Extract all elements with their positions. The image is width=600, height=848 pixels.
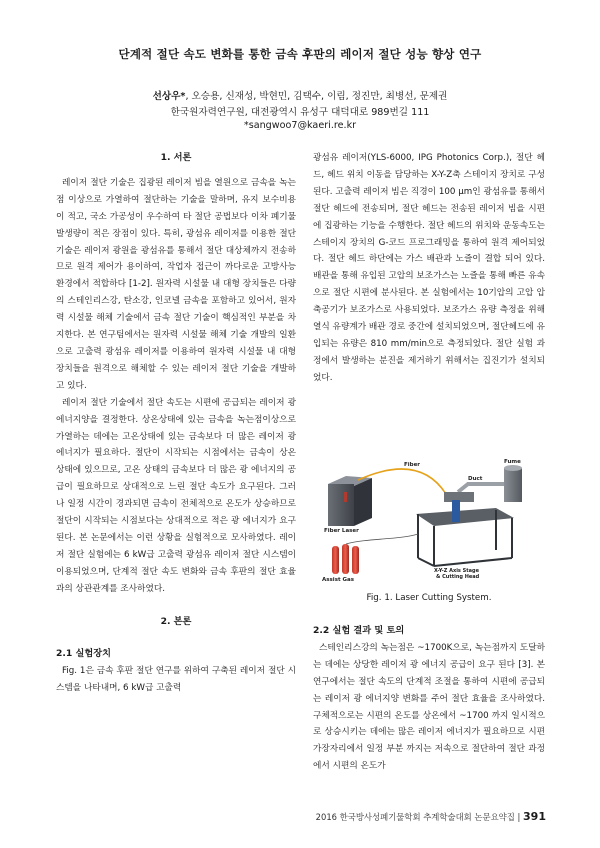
assist-gas-tanks [332, 534, 418, 574]
assist-gas-label: Assist Gas [322, 577, 355, 582]
page-footer [300, 810, 546, 823]
footer-separator: | [517, 812, 521, 822]
subsection-heading-apparatus: 2.1 실험장치 [56, 648, 111, 660]
xyz-stage [416, 492, 514, 566]
figure-caption: Fig. 1. Laser Cutting System. [366, 593, 492, 603]
apparatus-paragraph: Fig. 1은 금속 후판 절단 연구를 위하여 구축된 레이저 절단 시스템을 나타내며, 6 kW급 고출력 [56, 666, 296, 694]
cutting-head-label: & Cutting Head [436, 574, 480, 580]
page-number: 391 [523, 810, 546, 823]
laser-cutting-system-figure [318, 454, 540, 582]
author-list [0, 88, 600, 102]
right-column-bottom [313, 623, 545, 775]
apparatus-paragraph-continued: 광섬유 레이저(YLS-6000, IPG Photonics Corp.), 절단 헤드, 헤드 위치 이동을 담당하는 X-Y-Z축 스테이지 장치로 구성된다. 고출력 레이저 빔은 직경이 100 μm인 광섬유를 통해서 절단 헤드에 전송되며, 절단 헤드는 전송된 레이저 빔을 시편에 집광하는 기능을 수행한다. 절단 헤드의 위치와 운동속도는 스테이지 장치의 G-코드 프로그래밍을 통하여 원격 제어되었다. 절단 헤드 하단에는 가스 배관과 노즐이 결합 되어 있다. 배관을 통해 유입된 고압의 보조가스는 노즐을 통해 빠른 유속으로 절단 시편에 분사된다. 본 실험에서는 10기압의 고압 압축공기가 보조가스로 사용되었다. 보조가스 유량 측정을 위해 열식 유량계가 배관 경로 중간에 설치되었으며, 절단헤드에 유입되는 유량은 810 mm/min으로 측정되었다. 절단 실험 과정에서 발생하는 분진을 제거하기 위해서는 집진기가 설치되었다. [313, 153, 545, 383]
right-column-top [313, 150, 545, 387]
stage-label: X-Y-Z Axis Stage [434, 568, 479, 574]
footer-text: 2016 한국방사성폐기물학회 추계학술대회 논문요약집 [315, 812, 518, 822]
paper-title: 단계적 절단 속도 변화를 통한 금속 후판의 레이저 절단 성능 향상 연구 [118, 47, 482, 61]
left-column [56, 150, 296, 697]
fiber-laser-label: Fiber Laser [324, 528, 359, 534]
corresponding-email: *sangwoo7@kaeri.re.kr [243, 120, 357, 131]
fume-label: Fume [504, 459, 521, 465]
affiliation: 한국원자력연구원, 대전광역시 유성구 대덕대로 989번길 111 [170, 107, 430, 118]
duct-label: Duct [468, 476, 483, 482]
section-heading-introduction: 1. 서론 [160, 152, 192, 163]
duct-pipe [458, 484, 504, 492]
fume-collector [504, 465, 522, 502]
subsection-heading-results: 2.2 실험 결과 및 토의 [313, 625, 405, 636]
section-heading-body: 2. 본론 [160, 615, 192, 627]
laser-system-illustration [318, 454, 540, 582]
lead-author: 선상우* [152, 91, 186, 102]
intro-paragraph-1: 레이저 절단 기술은 집광된 레이저 빔을 열원으로 금속을 녹는점 이상으로 가열하여 절단하는 기술을 말하며, 유지 보수비용이 적고, 국소 가공성이 우수하여 타 절단 공법보다 이차 폐기물 발생량이 적은 장점이 있다. 특히, 광섬유 레이저를 이용한 절단 기술은 레이저 광원을 광섬유를 통해서 절단 대상체까지 전송하므로 원격 제어가 용이하여, 작업자 접근이 까다로운 고방사능 환경에서 적합하다 [1-2]. 원자력 시설물 내 대형 장치들은 다량의 스테인리스강, 탄소강, 인코넬 금속을 포함하고 있어서, 원자력 시설물 해체 기술에서 금속 절단 기술이 핵심적인 부분을 차지한다. 본 연구팀에서는 원자력 시설물 해체 기술 개발의 일환으로 고출력 광섬유 레이저를 이용하여 원자력 시설물 내 대형 장치들을 원격으로 해체할 수 있는 레이저 절단 기술을 개발하고 있다. [56, 177, 296, 391]
co-authors: , 오승용, 신재성, 박현민, 김택수, 이림, 정진만, 최병선, 문제권 [185, 91, 448, 102]
fiber-laser-unit [328, 476, 372, 526]
fiber-label: Fiber [404, 462, 421, 468]
intro-paragraph-2: 레이저 절단 기술에서 절단 속도는 시편에 공급되는 레이저 광 에너지양을 결정한다. 상온상태에 있는 금속을 녹는점이상으로 가열하는 데에는 고온상태에 있는 금속보다 더 많은 레이저 광 에너지가 필요하다. 절단이 시작되는 시점에서는 금속이 상온 상태에 있으므로, 고온 상태의 금속보다 더 많은 광 에너지의 공급이 필요하므로 상대적으로 느린 절단 속도가 요구된다. 그러나 일정 시간이 경과되면 금속이 전체적으로 온도가 상승하므로 절단이 시작되는 시점보다는 상대적으로 적은 광 에너지가 요구된다. 본 논문에서는 이런 상황을 실험적으로 모사하였다. 레이저 절단 실험에는 6 kW급 고출력 광섬유 레이저 절단 시스템이 이용되었으며, 단계적 절단 속도 변화와 금속 후판의 절단 효율과의 상관관계를 조사하였다. [56, 397, 296, 594]
results-paragraph: 스테인리스강의 녹는점은 ~1700K으로, 녹는점까지 도달하는 데에는 상당한 레이저 광 에너지 공급이 요구 된다 [3]. 본 연구에서는 절단 속도의 단계적 조절을 통하여 시편에 공급되는 레이저 광 에너지양 변화를 주어 절단 효율을 조사하였다. 구체적으로는 시편의 온도를 상온에서 ~1700 까지 일시적으로 상승시키는 데에는 많은 레이저 에너지가 필요하므로 시편 가장자리에서 일정 부분 까지는 저속으로 절단하여 절단 과정에서 시편의 온도가 [313, 642, 545, 772]
